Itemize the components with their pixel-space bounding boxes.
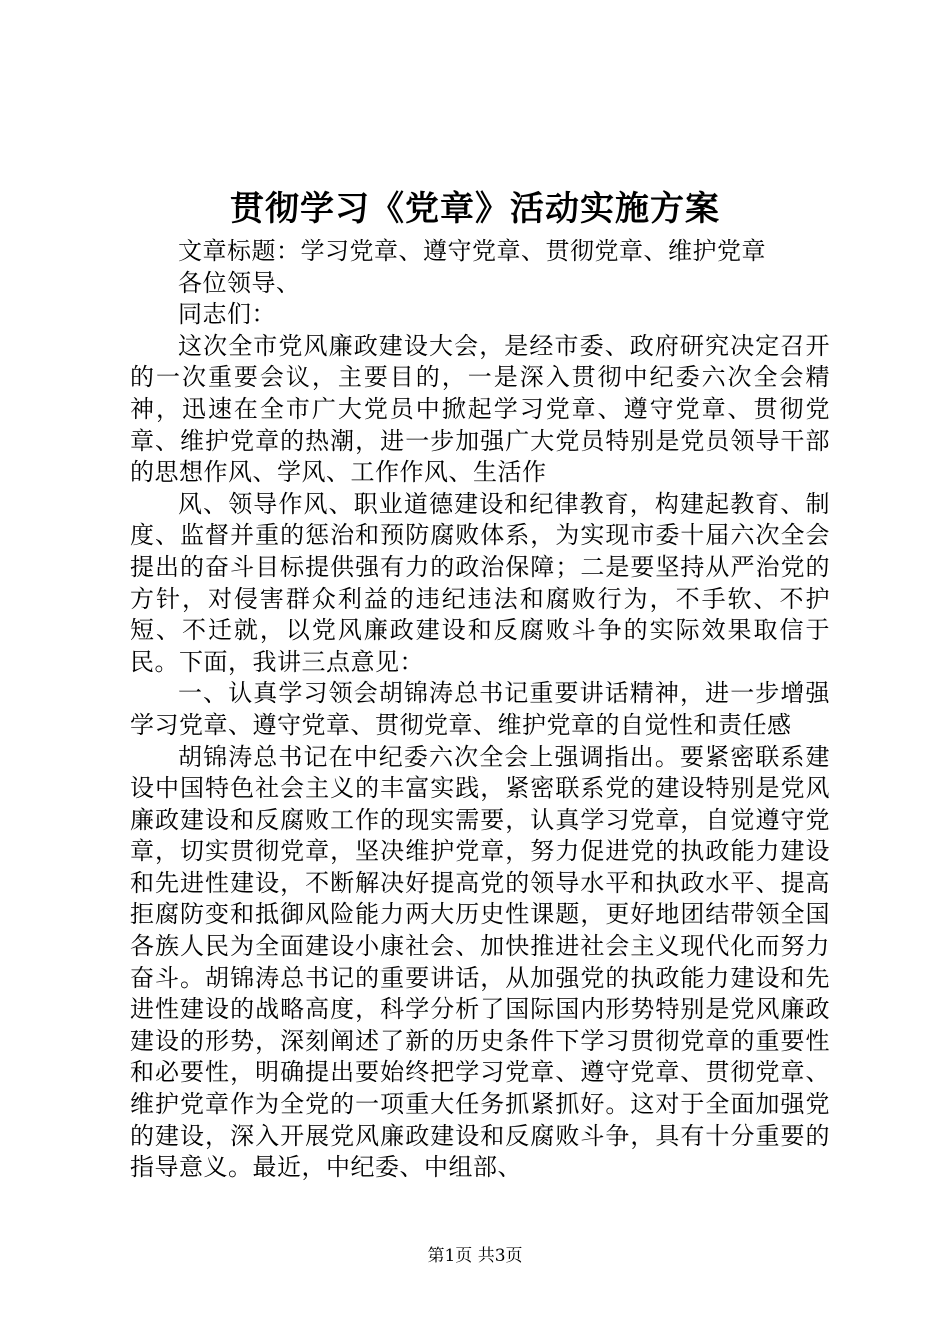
page-number-footer: 第1页 共3页 (427, 1246, 523, 1266)
document-title: 贯彻学习《党章》活动实施方案 (230, 189, 720, 229)
body-paragraph: 风、领导作风、职业道德建设和纪律教育，构建起教育、制度、监督并重的惩治和预防腐败体系，为实现市委十届六次全会提出的奋斗目标提供强有力的政治保障；二是要坚持从严治党的方针，对侵害群众利益的违纪违法和腐败行为，不手软、不护短、不迁就，以党风廉政建设和反腐败斗争的实际效果取信于民。下面，我讲三点意见： (130, 489, 830, 676)
document-body (130, 236, 830, 1184)
salutation-comrades: 同志们： (178, 300, 276, 329)
body-paragraph: 这次全市党风廉政建设大会，是经市委、政府研究决定召开的一次重要会议，主要目的，一是深入贯彻中纪委六次全会精神，迅速在全市广大党员中掀起学习党章、遵守党章、贯彻党章、维护党章的热潮，进一步加强广大党员特别是党员领导干部的思想作风、学风、工作作风、生活作 (130, 331, 830, 487)
body-paragraph: 胡锦涛总书记在中纪委六次全会上强调指出。要紧密联系建设中国特色社会主义的丰富实践，紧密联系党的建设特别是党风廉政建设和反腐败工作的现实需要，认真学习党章，自觉遵守党章，切实贯彻党章，坚决维护党章，努力促进党的执政能力建设和先进性建设，不断解决好提高党的领导水平和执政水平、提高拒腐防变和抵御风险能力两大历史性课题，更好地团结带领全国各族人民为全面建设小康社会、加快推进社会主义现代化而努力奋斗。胡锦涛总书记的重要讲话，从加强党的执政能力建设和先进性建设的战略高度，科学分析了国际国内形势特别是党风廉政建设的形势，深刻阐述了新的历史条件下学习贯彻党章的重要性和必要性，明确提出要始终把学习党章、遵守党章、贯彻党章、维护党章作为全党的一项重大任务抓紧抓好。这对于全面加强党的建设，深入开展党风廉政建设和反腐败斗争，具有十分重要的指导意义。最近，中纪委、中组部、 (130, 742, 830, 1182)
salutation-leaders: 各位领导、 (178, 268, 301, 297)
article-subtitle: 文章标题：学习党章、遵守党章、贯彻党章、维护党章 (178, 237, 766, 265)
section-heading: 一、认真学习领会胡锦涛总书记重要讲话精神，进一步增强学习党章、遵守党章、贯彻党章、维护党章的自觉性和责任感 (130, 679, 830, 739)
